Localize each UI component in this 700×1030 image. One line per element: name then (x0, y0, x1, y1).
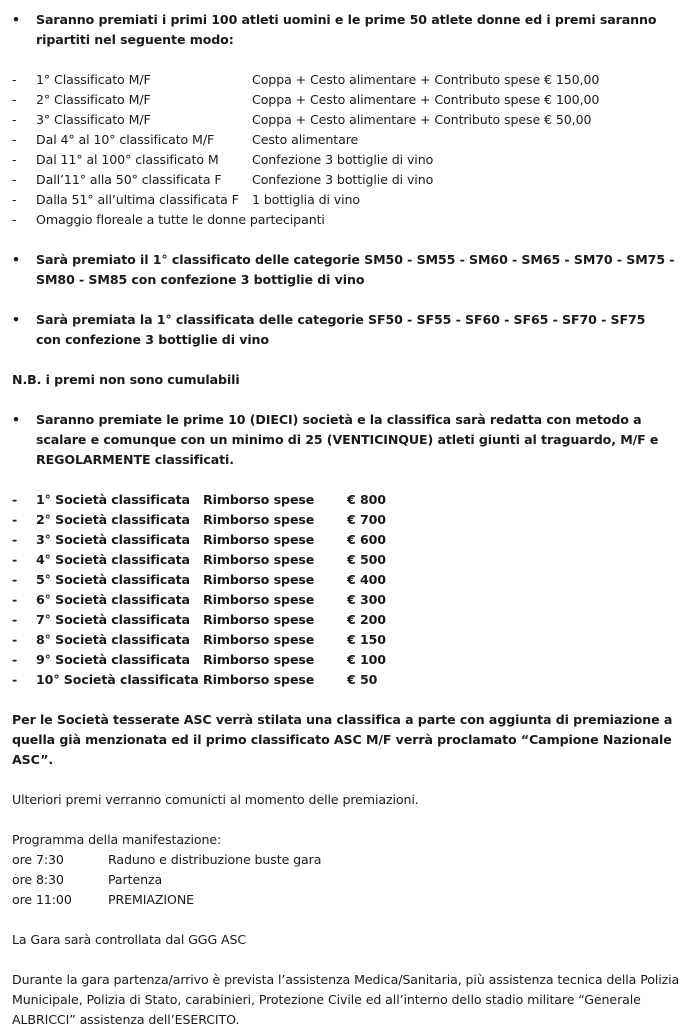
asc-paragraph: Per le Società tesserate ASC verrà stilata una classifica a parte con aggiunta di premiazione a quella già menzionata ed il primo classificato ASC M/F verrà proclamato “Campione Nazionale ASC”. (12, 712, 673, 767)
society-reward-type: Rimborso spese (203, 672, 315, 687)
category-m-text: Sarà premiato il 1° classificato delle categorie SM50 - SM55 - SM60 - SM65 - SM70 - SM75 - SM80 - SM85 con confezione 3 bottiglie di vino (36, 252, 675, 287)
floral-note: Omaggio floreale a tutte le donne partecipanti (36, 212, 325, 227)
prize-position: Dal 11° al 100° classificato M (36, 152, 219, 167)
society-amount: € 400 (347, 572, 386, 587)
category-f-line2: con confezione 3 bottiglie di vino (36, 332, 269, 347)
category-f-bullet (12, 310, 692, 350)
society-row (12, 610, 692, 630)
prize-position: Dal 4° al 10° classificato M/F (36, 132, 215, 147)
intro-text: Saranno premiati i primi 100 atleti uomini e le prime 50 atlete donne ed i premi saranno ripartiti nel seguente modo: (36, 12, 657, 47)
dash-mark: - (12, 532, 18, 547)
program-list (12, 850, 692, 910)
document-page (12, 10, 692, 1030)
society-row (12, 530, 692, 550)
dash-mark: - (12, 552, 18, 567)
prize-row (12, 90, 692, 110)
category-m-bullet (12, 250, 692, 290)
prize-description: Coppa + Cesto alimentare + Contributo spese € 100,00 (252, 92, 600, 107)
society-rank: 3° Società classificata (36, 532, 190, 547)
dash-mark: - (12, 192, 17, 207)
society-reward-type: Rimborso spese (203, 632, 315, 647)
society-reward-type: Rimborso spese (203, 592, 315, 607)
society-reward-type: Rimborso spese (203, 492, 315, 507)
program-time: ore 8:30 (12, 872, 64, 887)
program-event: Raduno e distribuzione buste gara (108, 852, 322, 867)
bullet-mark: • (12, 412, 20, 427)
society-amount: € 600 (347, 532, 386, 547)
dash-mark: - (12, 72, 17, 87)
prize-position: Dalla 51° all’ultima classificata F (36, 192, 239, 207)
society-reward-type: Rimborso spese (203, 572, 315, 587)
society-row (12, 510, 692, 530)
bullet-mark: • (12, 12, 20, 27)
prize-row (12, 190, 692, 210)
prize-position: 3° Classificato M/F (36, 112, 151, 127)
society-row (12, 670, 692, 690)
further-prizes-note: Ulteriori premi verranno comunicti al momento delle premiazioni. (12, 792, 419, 807)
program-event: PREMIAZIONE (108, 892, 195, 907)
dash-mark: - (12, 492, 18, 507)
control-note: La Gara sarà controllata dal GGG ASC (12, 932, 247, 947)
dash-mark: - (12, 512, 18, 527)
bullet-mark: • (12, 252, 20, 267)
dash-mark: - (12, 212, 17, 227)
assistance-paragraph: Durante la gara partenza/arrivo è prevista l’assistenza Medica/Sanitaria, più assistenza tecnica della Polizia Municipale, Polizia di Stato, carabinieri, Protezione Civile ed all’interno dello stadio militare “Generale ALBRICCI” assistenza dell’ESERCITO. (12, 972, 680, 1027)
nb-note: N.B. i premi non sono cumulabili (12, 372, 240, 387)
prize-row (12, 70, 692, 90)
program-time: ore 7:30 (12, 852, 64, 867)
prize-description: Confezione 3 bottiglie di vino (252, 152, 434, 167)
dash-mark: - (12, 612, 18, 627)
category-f-line1: Sarà premiata la 1° classificata delle categorie SF50 - SF55 - SF60 - SF65 - SF70 - SF75 (36, 312, 646, 327)
society-rank: 8° Società classificata (36, 632, 190, 647)
society-row (12, 630, 692, 650)
society-rank: 6° Società classificata (36, 592, 190, 607)
society-rank: 9° Società classificata (36, 652, 190, 667)
society-amount: € 800 (347, 492, 386, 507)
society-reward-type: Rimborso spese (203, 612, 315, 627)
prize-row (12, 130, 692, 150)
program-event: Partenza (108, 872, 163, 887)
prize-description: Confezione 3 bottiglie di vino (252, 172, 434, 187)
dash-mark: - (12, 592, 18, 607)
prize-position: Dall’11° alla 50° classificata F (36, 172, 222, 187)
society-amount: € 200 (347, 612, 386, 627)
prize-row (12, 110, 692, 130)
society-reward-type: Rimborso spese (203, 552, 315, 567)
society-amount: € 50 (347, 672, 378, 687)
prize-description: 1 bottiglia di vino (252, 192, 361, 207)
dash-mark: - (12, 652, 18, 667)
prize-description: Cesto alimentare (252, 132, 359, 147)
dash-mark: - (12, 632, 18, 647)
society-row (12, 590, 692, 610)
society-row (12, 650, 692, 670)
program-title: Programma della manifestazione: (12, 832, 222, 847)
dash-mark: - (12, 92, 17, 107)
prize-position: 2° Classificato M/F (36, 92, 151, 107)
floral-note-row (12, 210, 692, 230)
society-amount: € 300 (347, 592, 386, 607)
program-row (12, 870, 692, 890)
society-table (12, 490, 692, 690)
society-rank: 5° Società classificata (36, 572, 190, 587)
prize-description: Coppa + Cesto alimentare + Contributo spese € 50,00 (252, 112, 592, 127)
society-reward-type: Rimborso spese (203, 512, 315, 527)
society-amount: € 100 (347, 652, 386, 667)
program-time: ore 11:00 (12, 892, 72, 907)
society-rank: 1° Società classificata (36, 492, 190, 507)
dash-mark: - (12, 152, 17, 167)
society-amount: € 700 (347, 512, 386, 527)
prize-row (12, 150, 692, 170)
program-row (12, 850, 692, 870)
prize-position: 1° Classificato M/F (36, 72, 151, 87)
society-row (12, 550, 692, 570)
intro-bullet (12, 10, 692, 50)
dash-mark: - (12, 132, 17, 147)
society-rank: 2° Società classificata (36, 512, 190, 527)
prize-list (12, 70, 692, 230)
society-rank: 10° Società classificata (36, 672, 199, 687)
society-rank: 4° Società classificata (36, 552, 190, 567)
society-amount: € 150 (347, 632, 386, 647)
society-amount: € 500 (347, 552, 386, 567)
dash-mark: - (12, 112, 17, 127)
dash-mark: - (12, 572, 18, 587)
society-row (12, 570, 692, 590)
program-row (12, 890, 692, 910)
dash-mark: - (12, 672, 18, 687)
prize-row (12, 170, 692, 190)
society-reward-type: Rimborso spese (203, 532, 315, 547)
society-rank: 7° Società classificata (36, 612, 190, 627)
society-text: Saranno premiate le prime 10 (DIECI) società e la classifica sarà redatta con metodo a scalare e comunque con un minimo di 25 (VENTICINQUE) atleti giunti al traguardo, M/F e REGOLARMENTE classificati. (36, 412, 659, 467)
dash-mark: - (12, 172, 17, 187)
society-reward-type: Rimborso spese (203, 652, 315, 667)
society-bullet (12, 410, 692, 470)
prize-description: Coppa + Cesto alimentare + Contributo spese € 150,00 (252, 72, 600, 87)
society-row (12, 490, 692, 510)
bullet-mark: • (12, 312, 20, 327)
